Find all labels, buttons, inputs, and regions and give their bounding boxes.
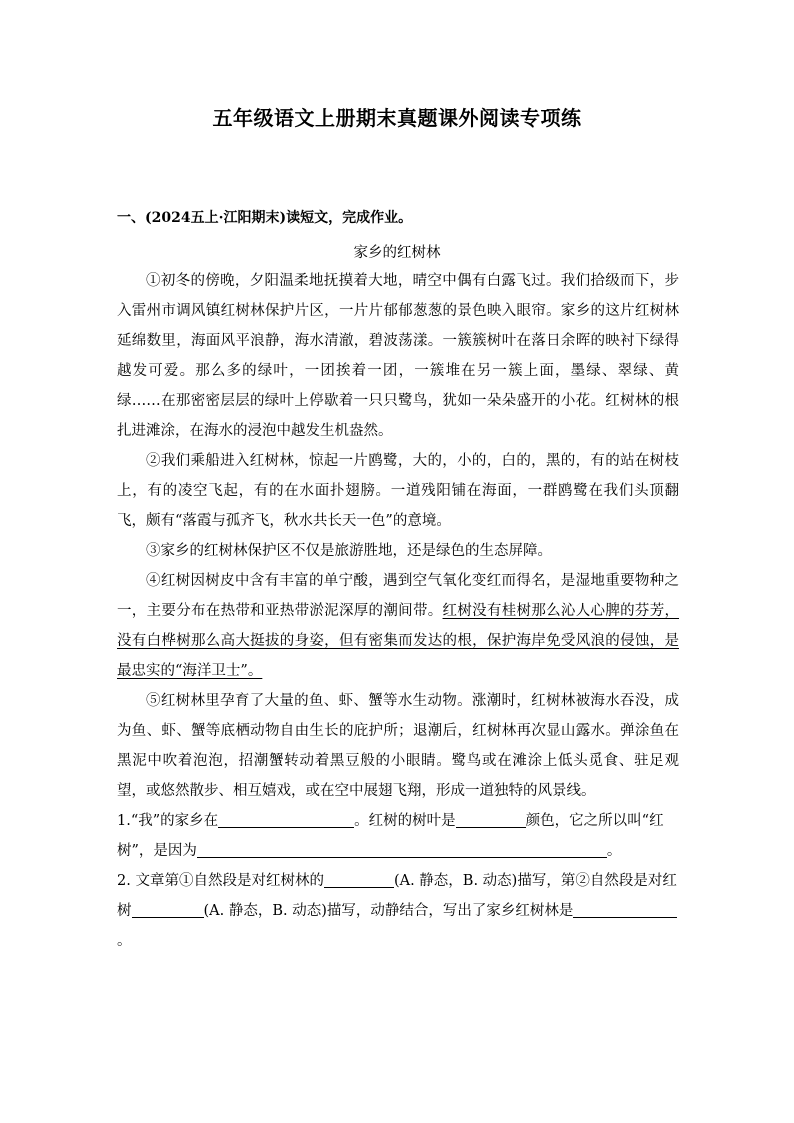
article-body xyxy=(117,266,679,956)
answer-blank[interactable] xyxy=(132,903,204,919)
underlined-sentence: 红树没有桂树那么沁人心脾的芬芳，没有白桦树那么高大挺拔的身姿，但有密集而发达的根，保护海岸免受风浪的侵蚀，是最忠实的“海洋卫士”。 xyxy=(117,603,680,679)
answer-blank[interactable] xyxy=(218,813,354,829)
section-heading: 一、(2024五上·江阳期末)读短文，完成作业。 xyxy=(117,210,413,226)
paragraph-4 xyxy=(117,566,679,686)
answer-blank[interactable] xyxy=(573,903,677,919)
question-1-part-c: 颜色，它之所以叫“红树”，是因为 xyxy=(117,813,664,859)
paragraph-3: ③家乡的红树林保护区不仅是旅游胜地，还是绿色的生态屏障。 xyxy=(146,543,552,559)
question-2-part-c: (A. 静态，B. 动态)描写，动静结合，写出了家乡红树林是 xyxy=(203,903,574,919)
answer-blank[interactable] xyxy=(456,813,526,829)
question-2-part-b: (A. 静态，B. 动态)描写，第②自然段是对红树 xyxy=(117,873,677,919)
paragraph-5: ⑤红树林里孕育了大量的鱼、虾、蟹等水生动物。涨潮时，红树林被海水吞没，成为鱼、虾、蟹等底栖动物自由生长的庇护所；退潮后，红树林再次显山露水。弹涂鱼在黑泥中吹着泡泡，招潮蟹转动着黑豆般的小眼睛。鹭鸟或在滩涂上低头觅食、驻足观望，或悠然散步、相互嬉戏，或在空中展翅飞翔，形成一道独特的风景线。 xyxy=(117,693,679,799)
document-title: 五年级语文上册期末真题课外阅读专项练 xyxy=(212,106,582,130)
paragraph-2: ②我们乘船进入红树林，惊起一片鸥鹭，大的，小的，白的，黑的，有的站在树枝上，有的凌空飞起，有的在水面扑翅膀。一道残阳铺在海面，一群鸥鹭在我们头顶翻飞，颇有“落霞与孤齐飞，秋水共长天一色”的意境。 xyxy=(117,453,679,529)
question-1-part-d: 。 xyxy=(606,843,622,859)
question-2 xyxy=(117,866,679,956)
question-1-part-a: 1.“我”的家乡在 xyxy=(117,813,219,829)
answer-blank[interactable] xyxy=(197,843,607,859)
paragraph-4-text: ④红树因树皮中含有丰富的单宁酸，遇到空气氧化变红而得名，是湿地重要物种之一，主要分布在热带和亚热带淤泥深厚的潮间带。 xyxy=(117,573,679,619)
question-1 xyxy=(117,806,679,866)
question-2-part-a: 2. 文章第①自然段是对红树林的 xyxy=(117,873,324,889)
question-2-part-d: 。 xyxy=(117,933,132,949)
paragraph-1: ①初冬的傍晚，夕阳温柔地抚摸着大地，晴空中偶有白露飞过。我们拾级而下，步入雷州市调风镇红树林保护片区，一片片郁郁葱葱的景色映入眼帘。家乡的这片红树林延绵数里，海面风平浪静，海水清澈，碧波荡漾。一簇簇树叶在落日余晖的映衬下绿得越发可爱。那么多的绿叶，一团挨着一团，一簇堆在另一簇上面，墨绿、翠绿、黄绿……在那密密层层的绿叶上停歇着一只只鹭鸟，犹如一朵朵盛开的小花。红树林的根扎进滩涂，在海水的浸泡中越发生机盎然。 xyxy=(117,273,679,439)
article-title: 家乡的红树林 xyxy=(353,245,441,261)
question-1-part-b: 。红树的树叶是 xyxy=(354,813,456,829)
answer-blank[interactable] xyxy=(324,873,394,889)
